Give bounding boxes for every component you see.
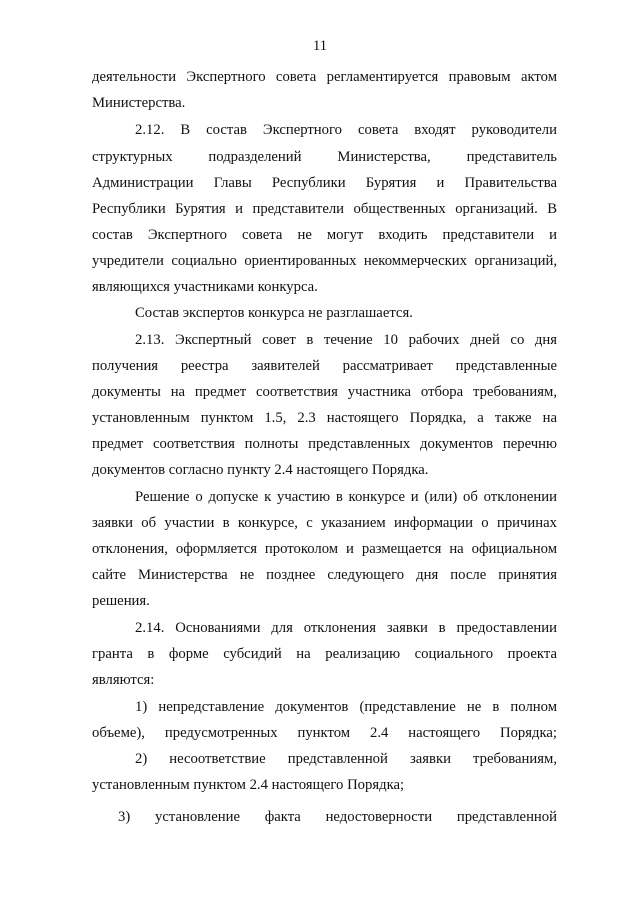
text-line: учредители социально ориентированных некоммерческих организаций,: [92, 253, 557, 269]
text-line: документов согласно пункту 2.4 настоящего Порядка.: [92, 462, 429, 478]
text-line: 1) непредставление документов (представление не в полном: [135, 699, 557, 715]
text-line: установленным пунктом 2.4 настоящего Порядка;: [92, 777, 405, 793]
text-line: деятельности Экспертного совета регламентируется правовым актом: [92, 69, 557, 85]
text-line: Министерства.: [92, 95, 186, 111]
page-number: 11: [313, 38, 327, 54]
text-line: являющихся участниками конкурса.: [92, 279, 318, 295]
text-line: Состав экспертов конкурса не разглашается.: [135, 305, 413, 321]
text-line: установленным пунктом 1.5, 2.3 настоящего Порядка, а также на: [92, 410, 557, 426]
text-line: структурных подразделений Министерства, представитель: [92, 149, 557, 165]
text-line: Администрации Главы Республики Бурятия и Правительства: [92, 175, 557, 191]
text-line: отклонения, оформляется протоколом и размещается на официальном: [92, 541, 557, 557]
text-line: состав Экспертного совета не могут входить представители и: [92, 227, 557, 243]
text-line: 2.14. Основаниями для отклонения заявки в предоставлении: [135, 620, 557, 636]
text-line: 2) несоответствие представленной заявки требованиям,: [135, 751, 557, 767]
text-line: сайте Министерства не позднее следующего дня после принятия: [92, 567, 557, 583]
text-line: получения реестра заявителей рассматривает представленные: [92, 358, 557, 374]
text-line: Республики Бурятия и представители общественных организаций. В: [92, 201, 557, 217]
text-line: Решение о допуске к участию в конкурсе и (или) об отклонении: [135, 489, 557, 505]
text-line: гранта в форме субсидий на реализацию социального проекта: [92, 646, 557, 662]
text-line: предмет соответствия полноты представленных документов перечню: [92, 436, 557, 452]
text-line: документы на предмет соответствия участника отбора требованиям,: [92, 384, 557, 400]
text-line: являются:: [92, 672, 155, 688]
text-line: 2.13. Экспертный совет в течение 10 рабочих дней со дня: [135, 332, 557, 348]
text-line: 2.12. В состав Экспертного совета входят руководители: [135, 122, 557, 138]
text-line: 3) установление факта недостоверности представленной: [118, 809, 557, 825]
text-line: решения.: [92, 593, 150, 609]
text-line: объеме), предусмотренных пунктом 2.4 настоящего Порядка;: [92, 725, 557, 741]
text-line: заявки об участии в конкурсе, с указанием информации о причинах: [92, 515, 557, 531]
